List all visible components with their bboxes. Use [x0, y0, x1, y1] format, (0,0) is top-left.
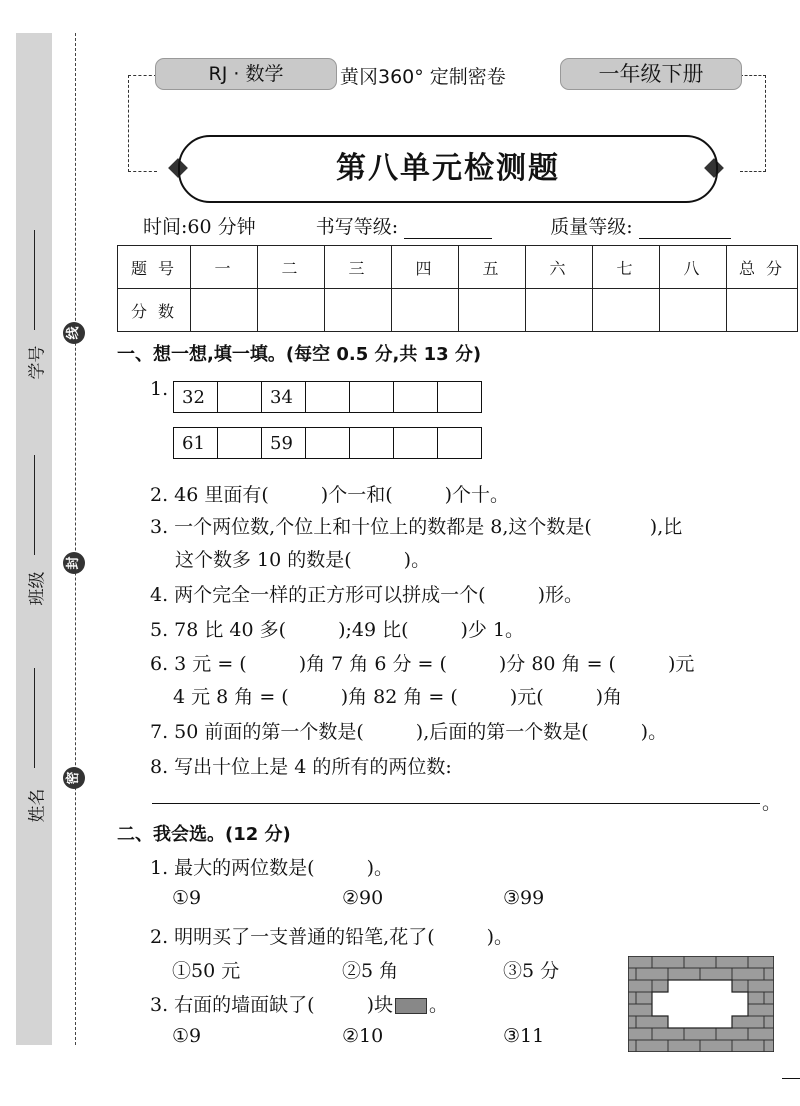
score-cell[interactable]: [593, 289, 660, 332]
score-cell[interactable]: [258, 289, 325, 332]
q2-text: )个十。: [444, 484, 510, 506]
c2-option-3[interactable]: ③5 分: [503, 960, 560, 982]
q2-text: 2. 46 里面有(: [150, 484, 269, 506]
q8-answer-line[interactable]: [152, 803, 760, 804]
seal-seal-mark: 封: [63, 552, 85, 574]
score-header-cell: 四: [392, 246, 459, 289]
c3-option-2[interactable]: ②10: [342, 1025, 384, 1047]
score-row-label: 分 数: [118, 289, 191, 332]
student-id-label: 学号: [27, 345, 48, 380]
brick-wall-figure: [628, 956, 774, 1052]
score-header-cell: 一: [191, 246, 258, 289]
q3-text: 3. 一个两位数,个位上和十位上的数都是 8,这个数是(: [150, 516, 592, 538]
score-header-cell: 六: [526, 246, 593, 289]
q8-period: 。: [762, 792, 782, 814]
score-cell[interactable]: [660, 289, 727, 332]
name-blank: [34, 668, 35, 768]
score-cell[interactable]: [459, 289, 526, 332]
number-sequence-2: [173, 427, 482, 459]
c1-text: )。: [366, 857, 394, 879]
q5-text: );49 比(: [338, 619, 409, 641]
time-info: 时间:60 分钟: [143, 216, 256, 238]
c1-text: 1. 最大的两位数是(: [150, 857, 315, 879]
sequence-cell: 32: [174, 382, 218, 413]
page-title: 第八单元检测题: [336, 151, 560, 186]
right-bracket: [740, 75, 766, 172]
sequence-blank[interactable]: [306, 382, 350, 413]
sequence-blank[interactable]: [394, 382, 438, 413]
class-blank: [34, 455, 35, 555]
choice-question-3: [150, 990, 448, 1017]
student-id-blank: [34, 230, 35, 330]
q4-text: 4. 两个完全一样的正方形可以拼成一个(: [150, 584, 486, 606]
q3-text: 这个数多 10 的数是(: [175, 549, 352, 571]
number-sequence-1: [173, 381, 482, 413]
score-table: [117, 245, 798, 332]
c3-option-1[interactable]: ①9: [172, 1025, 202, 1047]
question-5: [150, 615, 524, 642]
sequence-blank[interactable]: [218, 382, 262, 413]
score-header-cell: 题 号: [118, 246, 191, 289]
cut-line: [75, 33, 76, 1045]
q2-text: )个一和(: [320, 484, 393, 506]
question-7: [150, 717, 667, 744]
sequence-blank[interactable]: [394, 428, 438, 459]
class-label: 班级: [27, 571, 48, 606]
score-cell[interactable]: [191, 289, 258, 332]
subject-tag: RJ · 数学: [155, 58, 337, 90]
quality-grade-label: 质量等级:: [550, 216, 633, 238]
c1-option-2[interactable]: ②90: [342, 887, 384, 909]
name-label: 姓名: [27, 788, 48, 823]
q7-text: ),后面的第一个数是(: [415, 721, 589, 743]
title-banner: [178, 135, 718, 203]
q6-text: )角 7 角 6 分 = (: [298, 653, 447, 675]
q7-text: )。: [640, 721, 668, 743]
c2-text: 2. 明明买了一支普通的铅笔,花了(: [150, 926, 435, 948]
score-header-cell: 二: [258, 246, 325, 289]
q5-text: )少 1。: [460, 619, 525, 641]
sequence-blank[interactable]: [438, 428, 482, 459]
score-table-header-row: [118, 246, 798, 289]
score-header-cell: 总 分: [727, 246, 798, 289]
score-header-cell: 三: [325, 246, 392, 289]
q6-text: 4 元 8 角 = (: [173, 686, 289, 708]
q5-text: 5. 78 比 40 多(: [150, 619, 287, 641]
c3-option-3[interactable]: ③11: [503, 1025, 545, 1047]
section2-heading: 二、我会选。(12 分): [117, 824, 291, 845]
brick-icon: [395, 998, 427, 1014]
score-cell[interactable]: [392, 289, 459, 332]
c3-text: 。: [429, 994, 449, 1016]
question-4: [150, 580, 583, 607]
sequence-blank[interactable]: [438, 382, 482, 413]
q6-text: 6. 3 元 = (: [150, 653, 247, 675]
q3-text: ),比: [649, 516, 683, 538]
writing-grade-blank[interactable]: [404, 220, 492, 239]
score-header-cell: 七: [593, 246, 660, 289]
seal-line-mark: 线: [63, 322, 85, 344]
c3-text: 3. 右面的墙面缺了(: [150, 994, 315, 1016]
q6-text: )分 80 角 = (: [498, 653, 616, 675]
section1-heading: 一、想一想,填一填。(每空 0.5 分,共 13 分): [117, 344, 482, 365]
writing-grade-label: 书写等级:: [315, 216, 399, 238]
grade-tag: 一年级下册: [560, 58, 742, 90]
score-cell[interactable]: [727, 289, 798, 332]
choice-question-1: [150, 853, 393, 880]
question-3: [150, 512, 682, 539]
sequence-cell: 59: [262, 428, 306, 459]
sequence-cell: 34: [262, 382, 306, 413]
sequence-blank[interactable]: [350, 428, 394, 459]
choice-question-2: [150, 922, 513, 949]
q6-text: )元(: [509, 686, 544, 708]
c1-option-3[interactable]: ③99: [503, 887, 545, 909]
sequence-cell: 61: [174, 428, 218, 459]
question-6-cont: [173, 682, 622, 709]
seal-secret-mark: 密: [63, 767, 85, 789]
question-3-cont: [175, 545, 430, 572]
q6-text: )元: [667, 653, 695, 675]
quality-grade-blank[interactable]: [639, 220, 731, 239]
question-8: 8. 写出十位上是 4 的所有的两位数:: [150, 756, 452, 778]
q6-text: )角 82 角 = (: [340, 686, 458, 708]
sequence-blank[interactable]: [306, 428, 350, 459]
q4-text: )形。: [537, 584, 584, 606]
c2-option-1[interactable]: ①50 元: [172, 960, 241, 982]
q3-text: )。: [403, 549, 431, 571]
sequence-blank[interactable]: [218, 428, 262, 459]
brand-title: 黄冈360° 定制密卷: [340, 66, 506, 88]
exam-meta: [143, 212, 731, 239]
q6-text: )角: [595, 686, 623, 708]
c3-text: )块: [366, 994, 394, 1016]
score-table-score-row: [118, 289, 798, 332]
question-2: [150, 480, 509, 507]
score-header-cell: 五: [459, 246, 526, 289]
score-cell[interactable]: [325, 289, 392, 332]
c2-option-2[interactable]: ②5 角: [342, 960, 399, 982]
q1-number: 1.: [150, 378, 169, 400]
c1-option-1[interactable]: ①9: [172, 887, 202, 909]
question-6: [150, 649, 694, 676]
q7-text: 7. 50 前面的第一个数是(: [150, 721, 364, 743]
page-edge-mark: [782, 1078, 800, 1079]
score-cell[interactable]: [526, 289, 593, 332]
left-bracket: [128, 75, 157, 172]
score-header-cell: 八: [660, 246, 727, 289]
c2-text: )。: [486, 926, 514, 948]
sequence-blank[interactable]: [350, 382, 394, 413]
